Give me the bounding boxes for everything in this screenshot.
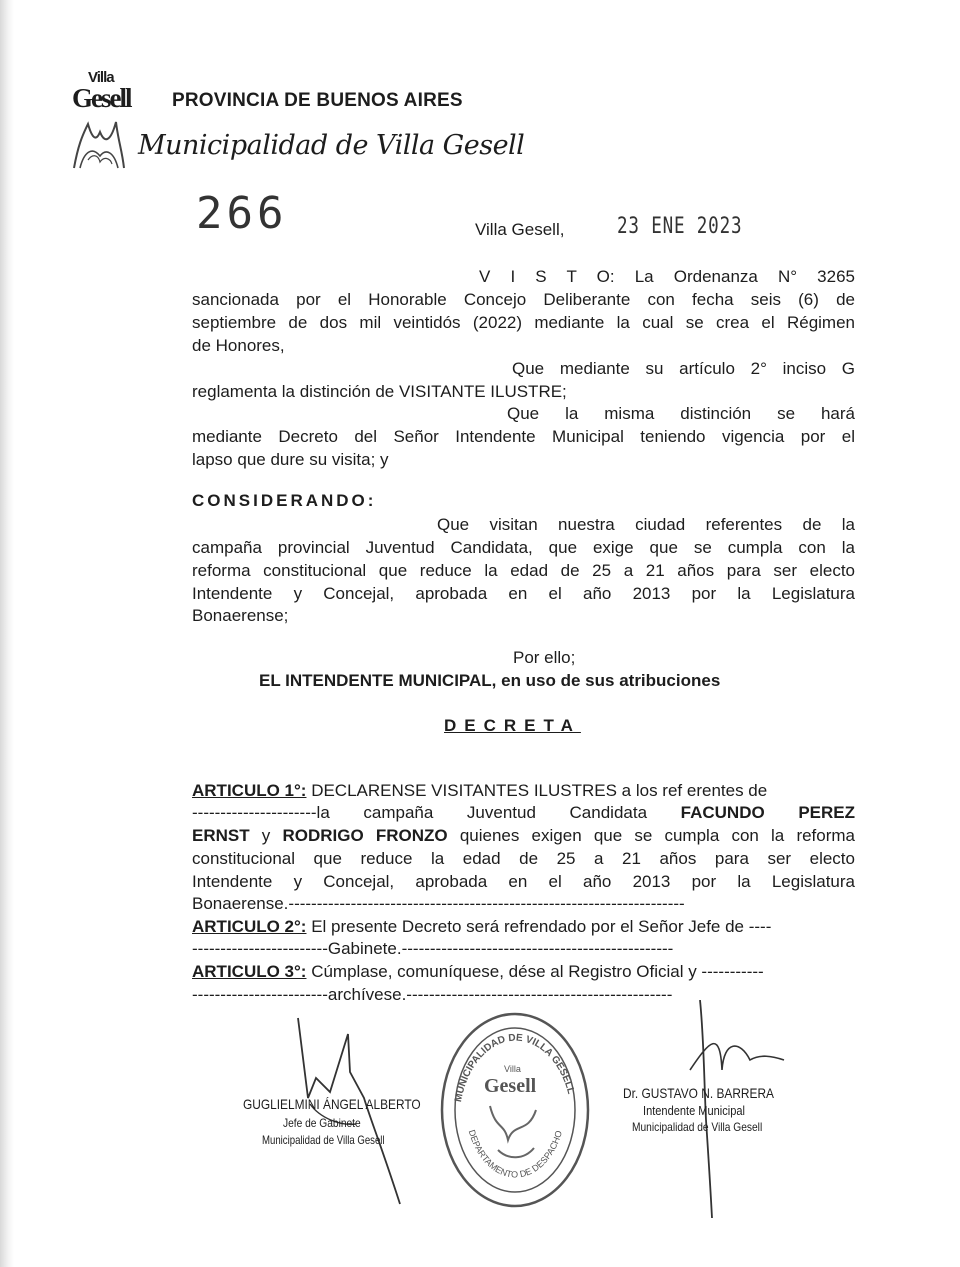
article-1-text-3: quienes exigen que se cumpla con la reforma (447, 826, 856, 845)
considerando-line-1: Que visitan nuestra ciudad referentes de la (437, 515, 855, 534)
article-1-dashes: ---------------------- (192, 803, 317, 822)
signer-right-role: Intendente Municipal (643, 1103, 745, 1118)
article-1-y: y (249, 826, 283, 845)
signer-left-role: Jefe de Gabinete (283, 1116, 361, 1130)
visitor-name-2: RODRIGO FRONZO (282, 826, 448, 845)
municipal-emblem-icon (70, 116, 128, 172)
decree-date-stamp: 23 ENE 2023 (617, 214, 743, 239)
article-1-line-1 (192, 780, 767, 802)
article-2-text-1: El presente Decreto será refrendado por el Señor Jefe de ---- (306, 917, 772, 936)
official-seal-icon (438, 1010, 593, 1210)
visto-line-7: Que la misma distinción se hará (507, 404, 855, 423)
article-1-line-6: Bonaerense.---------------------------------------------------------------------- (192, 894, 685, 913)
article-3-text-1: Cúmplase, comuníquese, dése al Registro Oficial y ----------- (306, 962, 764, 981)
visto-line-6: reglamenta la distinción de VISITANTE ILUSTRE; (192, 382, 567, 401)
seal-center-small: Villa (504, 1064, 521, 1074)
signer-left-name: GUGLIELMINI ÁNGEL ALBERTO (243, 1096, 421, 1112)
province-heading: PROVINCIA DE BUENOS AIRES (172, 90, 463, 111)
article-1-text-1: DECLARENSE VISITANTES ILUSTRES a los ref erentes de (306, 781, 768, 800)
logo-villa-text: Villa (88, 69, 114, 86)
article-1-label: ARTICULO 1°: (192, 781, 307, 800)
article-3-line-1 (192, 961, 855, 983)
article-2-line-2: ------------------------Gabinete.------------------------------------------------ (192, 939, 674, 958)
visto-line-1: V I S T O: La Ordenanza N° 3265 (479, 267, 855, 286)
considerando-heading: CONSIDERANDO: (192, 491, 377, 510)
article-1-line-5: Intendente y Concejal, aprobada en el año 2013 por la Legislatura (192, 872, 855, 891)
por-ello-text: Por ello; (513, 648, 576, 667)
intendente-rest: en uso de sus atribuciones (496, 671, 721, 690)
visto-line-9: lapso que dure su visita; y (192, 450, 389, 469)
considerando-line-2: campaña provincial Juventud Candidata, que exige que se cumpla con la (192, 538, 855, 557)
considerando-line-4: Intendente y Concejal, aprobada en el año 2013 por la Legislatura (192, 584, 855, 603)
decree-number: 266 (196, 188, 288, 239)
logo-gesell-text: Gesell (72, 83, 131, 113)
visto-line-8: mediante Decreto del Señor Intendente Municipal teniendo vigencia por el (192, 427, 855, 446)
signer-right-name: Dr. GUSTAVO N. BARRERA (623, 1085, 774, 1101)
article-1-line-3 (192, 825, 855, 847)
article-2-line-1 (192, 916, 855, 938)
intendente-statement (259, 670, 720, 692)
visto-line-4: de Honores, (192, 336, 285, 355)
article-3-label: ARTICULO 3°: (192, 962, 307, 981)
article-3-line-2: ------------------------archívese.----------------------------------------------- (192, 985, 673, 1004)
decree-place: Villa Gesell, (475, 220, 565, 239)
decreta-heading: DECRETA (444, 716, 581, 735)
article-2-label: ARTICULO 2°: (192, 917, 307, 936)
article-1-text-2: la campaña Juventud Candidata (316, 803, 681, 822)
article-1-line-4: constitucional que reduce la edad de 25 a 21 años para ser electo (192, 849, 855, 868)
visto-line-2: sancionada por el Honorable Concejo Deliberante con fecha seis (6) de (192, 290, 855, 309)
considerando-line-5: Bonaerense; (192, 606, 289, 625)
intendente-title: EL INTENDENTE MUNICIPAL, (259, 671, 497, 690)
signer-right-org: Municipalidad de Villa Gesell (632, 1120, 763, 1134)
seal-bottom-text: DEPARTAMENTO DE DESPACHO (466, 1128, 565, 1180)
article-1-line-2 (192, 802, 855, 824)
seal-top-text: MUNICIPALIDAD DE VILLA GESELL (453, 1032, 577, 1103)
considerando-line-3: reforma constitucional que reduce la edad de 25 a 21 años para ser electo (192, 561, 855, 580)
visitor-name-1a: FACUNDO PEREZ (680, 803, 855, 822)
visto-line-5: Que mediante su artículo 2° inciso G (512, 359, 855, 378)
scan-edge-shadow (0, 0, 14, 1267)
visitor-name-1b: ERNST (192, 826, 250, 845)
signer-left-org: Municipalidad de Villa Gesell (262, 1133, 385, 1147)
municipality-heading: Municipalidad de Villa Gesell (138, 130, 525, 161)
visto-line-3: septiembre de dos mil veintidós (2022) mediante la cual se crea el Régimen (192, 313, 855, 332)
seal-center-main: Gesell (484, 1075, 537, 1097)
